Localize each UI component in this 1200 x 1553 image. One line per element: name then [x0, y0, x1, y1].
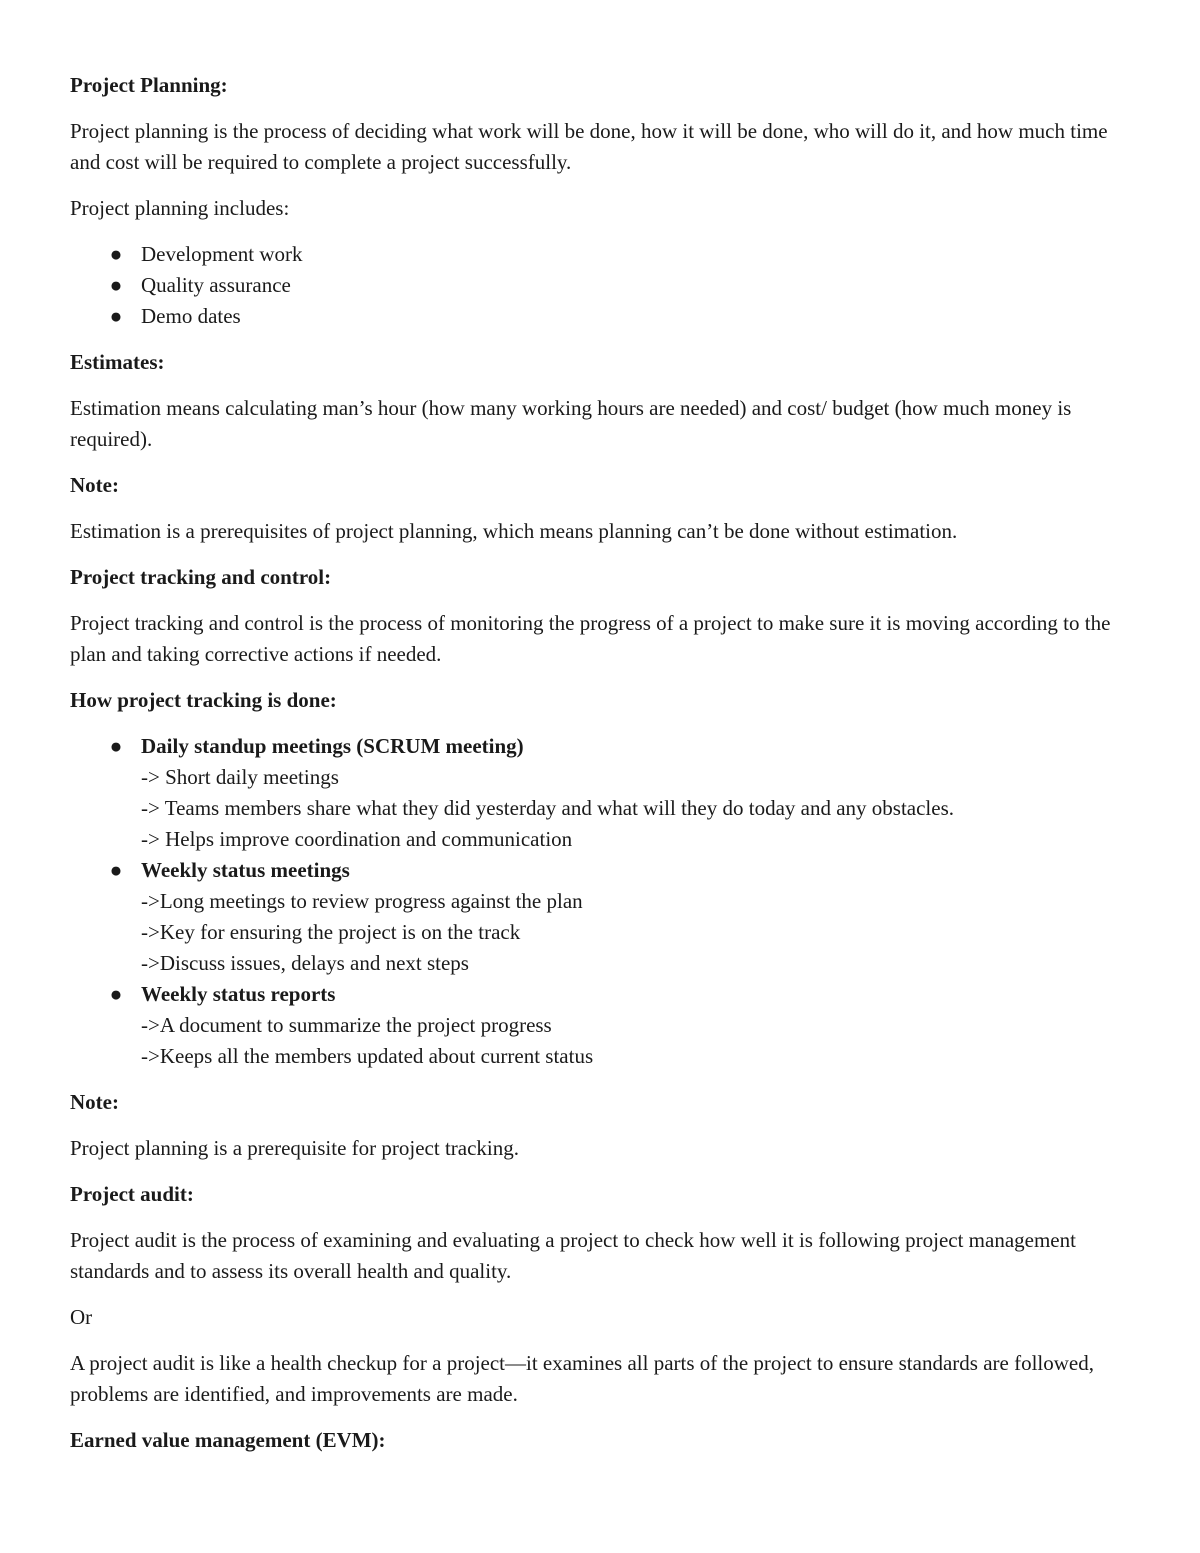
- heading-project-planning: Project Planning:: [70, 73, 228, 97]
- list-item-point: -> Short daily meetings: [141, 765, 339, 789]
- list-item-point: ->A document to summarize the project progress: [141, 1013, 552, 1037]
- bullet-icon: ●: [109, 304, 123, 328]
- list-item-title: Weekly status reports: [141, 982, 336, 1006]
- list-item-point: -> Helps improve coordination and communication: [141, 827, 573, 851]
- list-item: [70, 855, 1140, 979]
- project-audit-or: Or: [70, 1305, 93, 1329]
- list-item-point: ->Key for ensuring the project is on the track: [141, 920, 521, 944]
- heading-how-tracking: How project tracking is done:: [70, 688, 337, 712]
- project-planning-includes-label: Project planning includes:: [70, 196, 290, 220]
- list-item-point: ->Keeps all the members updated about current status: [141, 1044, 594, 1068]
- list-item-point: -> Teams members share what they did yesterday and what will they do today and any obstacles.: [141, 796, 955, 820]
- estimates-definition: Estimation means calculating man’s hour (how many working hours are needed) and cost/ budget (how much money is required).: [70, 396, 1072, 451]
- list-item: [70, 239, 1140, 270]
- bullet-icon: ●: [109, 242, 123, 266]
- bullet-icon: ●: [109, 273, 123, 297]
- list-item-title: Weekly status meetings: [141, 858, 350, 882]
- list-item-point: ->Discuss issues, delays and next steps: [141, 951, 469, 975]
- planning-includes-list: [70, 239, 1140, 332]
- list-item: [70, 270, 1140, 301]
- list-item-text: Development work: [141, 242, 303, 266]
- list-item-title: Daily standup meetings (SCRUM meeting): [141, 734, 524, 758]
- heading-estimates: Estimates:: [70, 350, 165, 374]
- list-item-text: Quality assurance: [141, 273, 291, 297]
- note-2-text: Project planning is a prerequisite for project tracking.: [70, 1136, 520, 1160]
- project-audit-alt-definition: A project audit is like a health checkup for a project—it examines all parts of the project to ensure standards are followed, problems are identified, and improvements are made.: [70, 1351, 1094, 1406]
- list-item: [70, 301, 1140, 332]
- bullet-icon: ●: [109, 734, 123, 758]
- bullet-icon: ●: [109, 858, 123, 882]
- project-tracking-definition: Project tracking and control is the process of monitoring the progress of a project to make sure it is moving according to the plan and taking corrective actions if needed.: [70, 611, 1111, 666]
- list-item-point: ->Long meetings to review progress against the plan: [141, 889, 583, 913]
- list-item: [70, 731, 1140, 855]
- project-planning-definition: Project planning is the process of deciding what work will be done, how it will be done, who will do it, and how much time and cost will be required to complete a project successfully.: [70, 119, 1108, 174]
- heading-project-audit: Project audit:: [70, 1182, 194, 1206]
- tracking-methods-list: [70, 731, 1140, 1072]
- note-1-text: Estimation is a prerequisites of project planning, which means planning can’t be done without estimation.: [70, 519, 958, 543]
- list-item: [70, 979, 1140, 1072]
- bullet-icon: ●: [109, 982, 123, 1006]
- heading-note-2: Note:: [70, 1090, 119, 1114]
- heading-note-1: Note:: [70, 473, 119, 497]
- heading-evm: Earned value management (EVM):: [70, 1428, 386, 1452]
- list-item-text: Demo dates: [141, 304, 241, 328]
- document-page: [70, 70, 1140, 1471]
- project-audit-definition: Project audit is the process of examining and evaluating a project to check how well it is following project management standards and to assess its overall health and quality.: [70, 1228, 1076, 1283]
- heading-project-tracking: Project tracking and control:: [70, 565, 332, 589]
